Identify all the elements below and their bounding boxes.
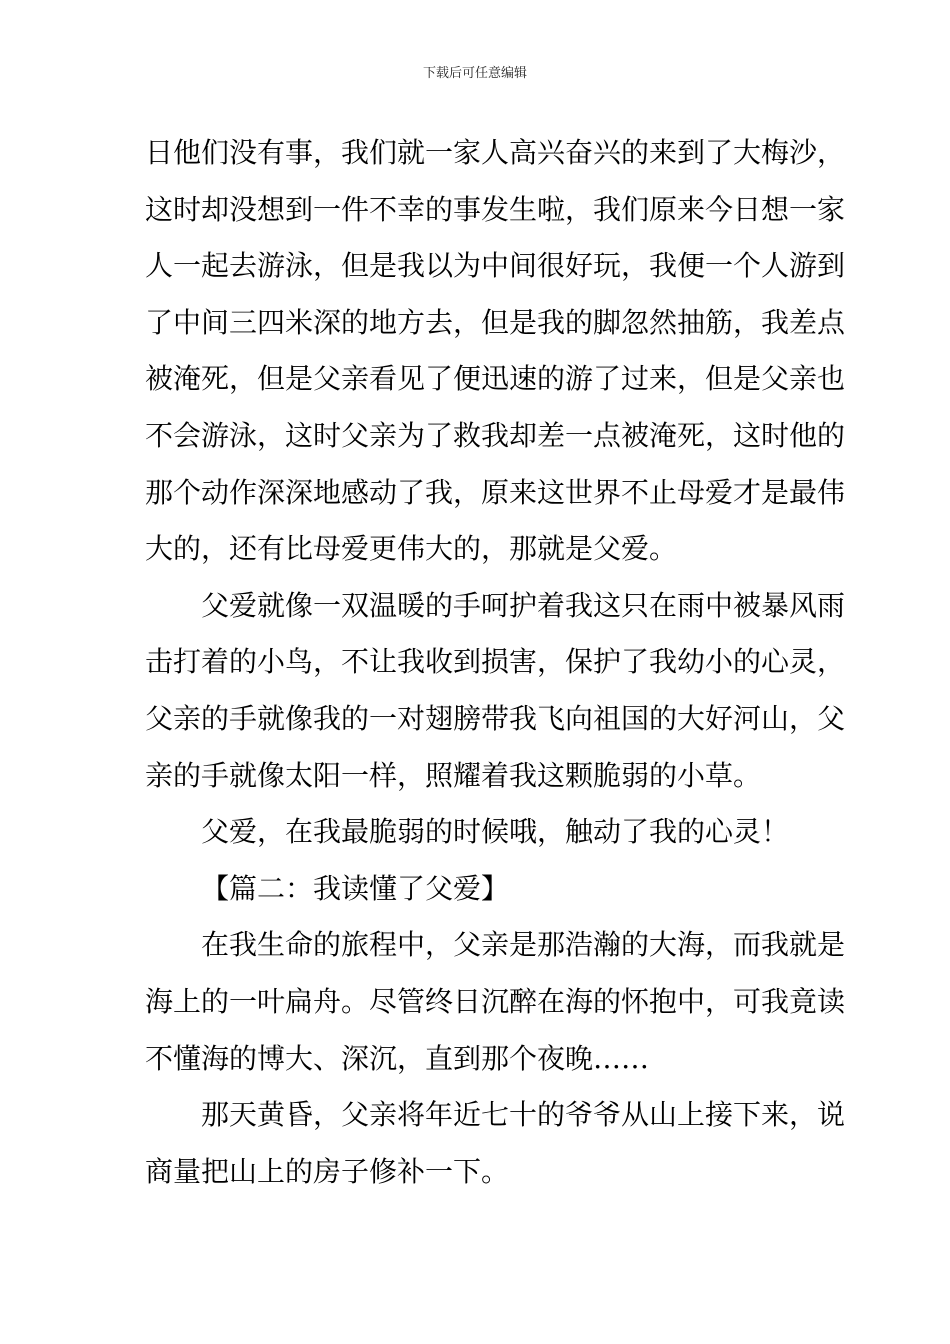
text-line: 大的，还有比母爱更伟大的，那就是父爱。: [145, 532, 678, 566]
text-line: 那个动作深深地感动了我，原来这世界不止母爱才是最伟: [145, 475, 846, 509]
text-line: 被淹死，但是父亲看见了便迅速的游了过来，但是父亲也: [145, 362, 846, 396]
text-line: 日他们没有事，我们就一家人高兴奋兴的来到了大梅沙，: [145, 136, 846, 169]
text-line: 那天黄昏，父亲将年近七十的爷爷从山上接下来，说: [201, 1098, 846, 1132]
text-line: 父亲的手就像我的一对翅膀带我飞向祖国的大好河山，父: [145, 701, 846, 735]
text-line: 人一起去游泳，但是我以为中间很好玩，我便一个人游到: [145, 249, 846, 283]
text-line: 了中间三四米深的地方去，但是我的脚忽然抽筋，我差点: [145, 305, 846, 339]
text-line: 这时却没想到一件不幸的事发生啦，我们原来今日想一家: [145, 192, 846, 226]
text-line: 亲的手就像太阳一样，照耀着我这颗脆弱的小草。: [145, 758, 762, 792]
text-line: 父爱，在我最脆弱的时候哦，触动了我的心灵！: [201, 815, 790, 849]
page-header: 下载后可任意编辑: [422, 66, 527, 81]
text-line: 击打着的小鸟，不让我收到损害，保护了我幼小的心灵，: [145, 645, 846, 679]
document-body: [145, 125, 846, 1200]
text-line: 不懂海的博大、深沉，直到那个夜晚……: [145, 1041, 650, 1075]
text-line: 【篇二：我读懂了父爱】: [201, 871, 510, 905]
text-line: 商量把山上的房子修补一下。: [145, 1154, 510, 1188]
text-line: 父爱就像一双温暖的手呵护着我这只在雨中被暴风雨: [201, 588, 846, 622]
text-line: 不会游泳，这时父亲为了救我却差一点被淹死，这时他的: [145, 418, 846, 452]
text-line: 海上的一叶扁舟。尽管终日沉醉在海的怀抱中，可我竟读: [145, 984, 846, 1018]
text-line: 在我生命的旅程中，父亲是那浩瀚的大海，而我就是: [201, 928, 846, 962]
